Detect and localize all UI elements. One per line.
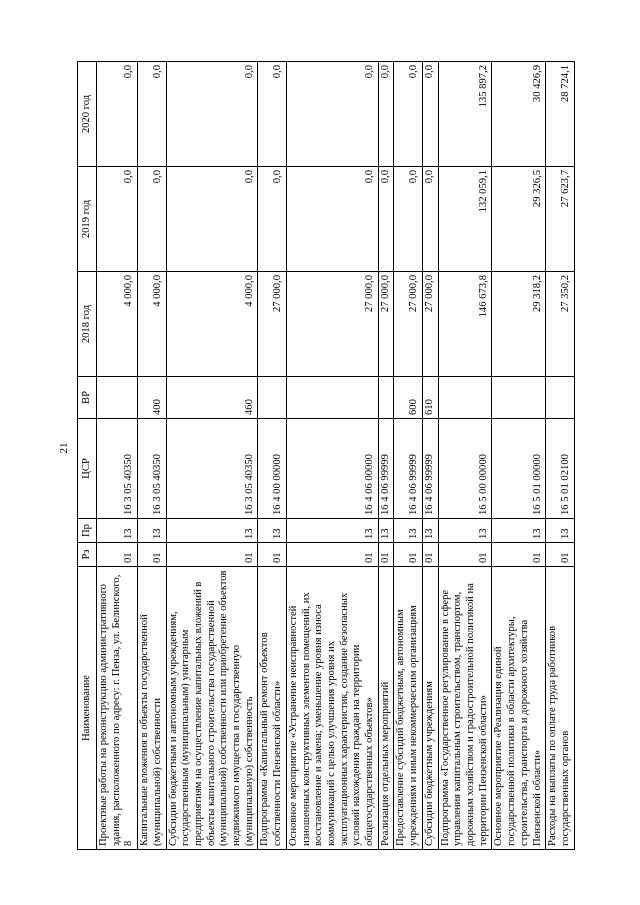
cell-2018: 4 000,0 — [138, 272, 166, 377]
cell-2018: 27 000,0 — [378, 272, 394, 377]
cell-pr: 13 — [438, 519, 492, 543]
table-row — [546, 62, 574, 850]
table-row — [422, 62, 438, 850]
cell-2020: 0,0 — [258, 62, 286, 167]
cell-2019: 0,0 — [394, 167, 422, 272]
cell-csr: 16 3 05 40350 — [138, 419, 166, 519]
cell-2019: 0,0 — [422, 167, 438, 272]
cell-csr: 16 4 00 00000 — [258, 419, 286, 519]
cell-rz: 01 — [422, 543, 438, 567]
cell-vr: 400 — [138, 377, 166, 419]
cell-csr: 16 4 06 99999 — [422, 419, 438, 519]
cell-vr: 610 — [422, 377, 438, 419]
cell-vr — [286, 377, 378, 419]
cell-rz: 01 — [546, 543, 574, 567]
table-row — [166, 62, 258, 850]
header-name: Наименование — [78, 567, 97, 850]
cell-2020: 0,0 — [286, 62, 378, 167]
page-number: 21 — [58, 442, 70, 454]
cell-vr — [492, 377, 546, 419]
cell-pr: 13 — [394, 519, 422, 543]
cell-2018: 27 000,0 — [394, 272, 422, 377]
header-2019: 2019 год — [78, 167, 97, 272]
cell-2020: 30 426,9 — [492, 62, 546, 167]
cell-rz: 01 — [492, 543, 546, 567]
cell-vr — [378, 377, 394, 419]
header-rz: Рз — [78, 543, 97, 567]
rotated-page — [77, 62, 571, 850]
cell-2019: 0,0 — [138, 167, 166, 272]
cell-2018: 4 000,0 — [166, 272, 258, 377]
cell-pr: 13 — [166, 519, 258, 543]
cell-2018: 27 000,0 — [258, 272, 286, 377]
cell-name: Расходы на выплаты по оплате труда работников государственных органов — [546, 567, 574, 850]
cell-2018: 29 318,2 — [492, 272, 546, 377]
cell-name: Субсидии бюджетным учреждениям — [422, 567, 438, 850]
cell-name: Капитальные вложения в объекты государственной (муниципальной) собственности — [138, 567, 166, 850]
cell-name: Предоставление субсидий бюджетным, автономным учреждениям и иным некоммерческим организациям — [394, 567, 422, 850]
cell-2018: 27 000,0 — [286, 272, 378, 377]
cell-vr — [546, 377, 574, 419]
cell-csr: 16 3 05 40350 — [166, 419, 258, 519]
cell-2019: 29 326,5 — [492, 167, 546, 272]
cell-2019: 0,0 — [258, 167, 286, 272]
table-row — [378, 62, 394, 850]
cell-2020: 0,0 — [138, 62, 166, 167]
cell-pr: 13 — [138, 519, 166, 543]
cell-2018: 27 000,0 — [422, 272, 438, 377]
cell-rz: 01 — [97, 543, 138, 567]
table-sheet — [77, 62, 571, 850]
cell-rz: 01 — [138, 543, 166, 567]
cell-2019: 27 623,7 — [546, 167, 574, 272]
table-row — [286, 62, 378, 850]
header-2020: 2020 год — [78, 62, 97, 167]
cell-rz: 01 — [394, 543, 422, 567]
cell-2020: 0,0 — [166, 62, 258, 167]
cell-pr: 13 — [258, 519, 286, 543]
cell-name: Основное мероприятие «Устранение неисправностей изношенных конструктивных элементов помещений, их восстановление и замена; уменьшение уровня износа коммуникаций с целью улучшения уровня их эксплуатационных характеристик, создание безопасных условий нахождения граждан на территории общегосударственных объектов» — [286, 567, 378, 850]
cell-2020: 28 724,1 — [546, 62, 574, 167]
header-csr: ЦСР — [78, 419, 97, 519]
cell-2018: 27 350,2 — [546, 272, 574, 377]
cell-rz: 01 — [258, 543, 286, 567]
cell-pr: 13 — [286, 519, 378, 543]
cell-csr: 16 4 06 99999 — [378, 419, 394, 519]
cell-csr: 16 5 01 00000 — [492, 419, 546, 519]
cell-csr: 16 5 01 02100 — [546, 419, 574, 519]
cell-2018: 4 000,0 — [97, 272, 138, 377]
cell-csr: 16 4 06 00000 — [286, 419, 378, 519]
cell-2019: 132 059,1 — [438, 167, 492, 272]
cell-rz: 01 — [378, 543, 394, 567]
table-row — [394, 62, 422, 850]
budget-table — [77, 61, 575, 850]
cell-pr: 13 — [378, 519, 394, 543]
cell-csr: 16 5 00 00000 — [438, 419, 492, 519]
header-2018: 2018 год — [78, 272, 97, 377]
cell-name: Реализация отдельных мероприятий — [378, 567, 394, 850]
cell-2020: 135 897,2 — [438, 62, 492, 167]
cell-vr — [258, 377, 286, 419]
table-row — [258, 62, 286, 850]
table-header — [78, 62, 97, 850]
cell-vr: 600 — [394, 377, 422, 419]
table-body — [97, 62, 575, 850]
cell-2019: 0,0 — [286, 167, 378, 272]
cell-pr: 13 — [97, 519, 138, 543]
cell-csr: 16 3 05 40350 — [97, 419, 138, 519]
cell-name: Основное мероприятие «Реализация единой государственной политики в области архитектуры, строительства, транспорта и дорожного хозяйства Пензенской области» — [492, 567, 546, 850]
cell-pr: 13 — [492, 519, 546, 543]
header-pr: Пр — [78, 519, 97, 543]
cell-vr: 460 — [166, 377, 258, 419]
cell-name: Проектные работы на реконструкцию административного здания, расположенного по адресу: г. Пенза, ул. Белинского, 8 — [97, 567, 138, 850]
cell-2020: 0,0 — [97, 62, 138, 167]
cell-rz: 01 — [166, 543, 258, 567]
header-vr: ВР — [78, 377, 97, 419]
table-row — [97, 62, 138, 850]
cell-vr — [97, 377, 138, 419]
cell-pr: 13 — [422, 519, 438, 543]
cell-2020: 0,0 — [378, 62, 394, 167]
cell-2019: 0,0 — [166, 167, 258, 272]
cell-2020: 0,0 — [422, 62, 438, 167]
cell-pr: 13 — [546, 519, 574, 543]
header-row — [78, 62, 97, 850]
table-row — [138, 62, 166, 850]
cell-2019: 0,0 — [97, 167, 138, 272]
cell-vr — [438, 377, 492, 419]
cell-rz: 01 — [438, 543, 492, 567]
cell-2018: 146 673,8 — [438, 272, 492, 377]
cell-rz: 01 — [286, 543, 378, 567]
table-row — [492, 62, 546, 850]
cell-2019: 0,0 — [378, 167, 394, 272]
cell-2020: 0,0 — [394, 62, 422, 167]
cell-name: Субсидии бюджетным и автономным учреждениям, государственным (муниципальным) унитарным предприятиям на осуществление капитальных вложений в объекты капитального строительства государственной (муниципальной) собственности или приобретение объектов недвижимого имущества в государственную (муниципальную) собственность — [166, 567, 258, 850]
table-row — [438, 62, 492, 850]
cell-name: Подпрограмма «Государственное регулирование в сфере управления капитальным строительством, транспортом, дорожным хозяйством и градостроительной политикой на территории Пензенской области» — [438, 567, 492, 850]
cell-name: Подпрограмма «Капитальный ремонт объектов собственности Пензенской области» — [258, 567, 286, 850]
cell-csr: 16 4 06 99999 — [394, 419, 422, 519]
